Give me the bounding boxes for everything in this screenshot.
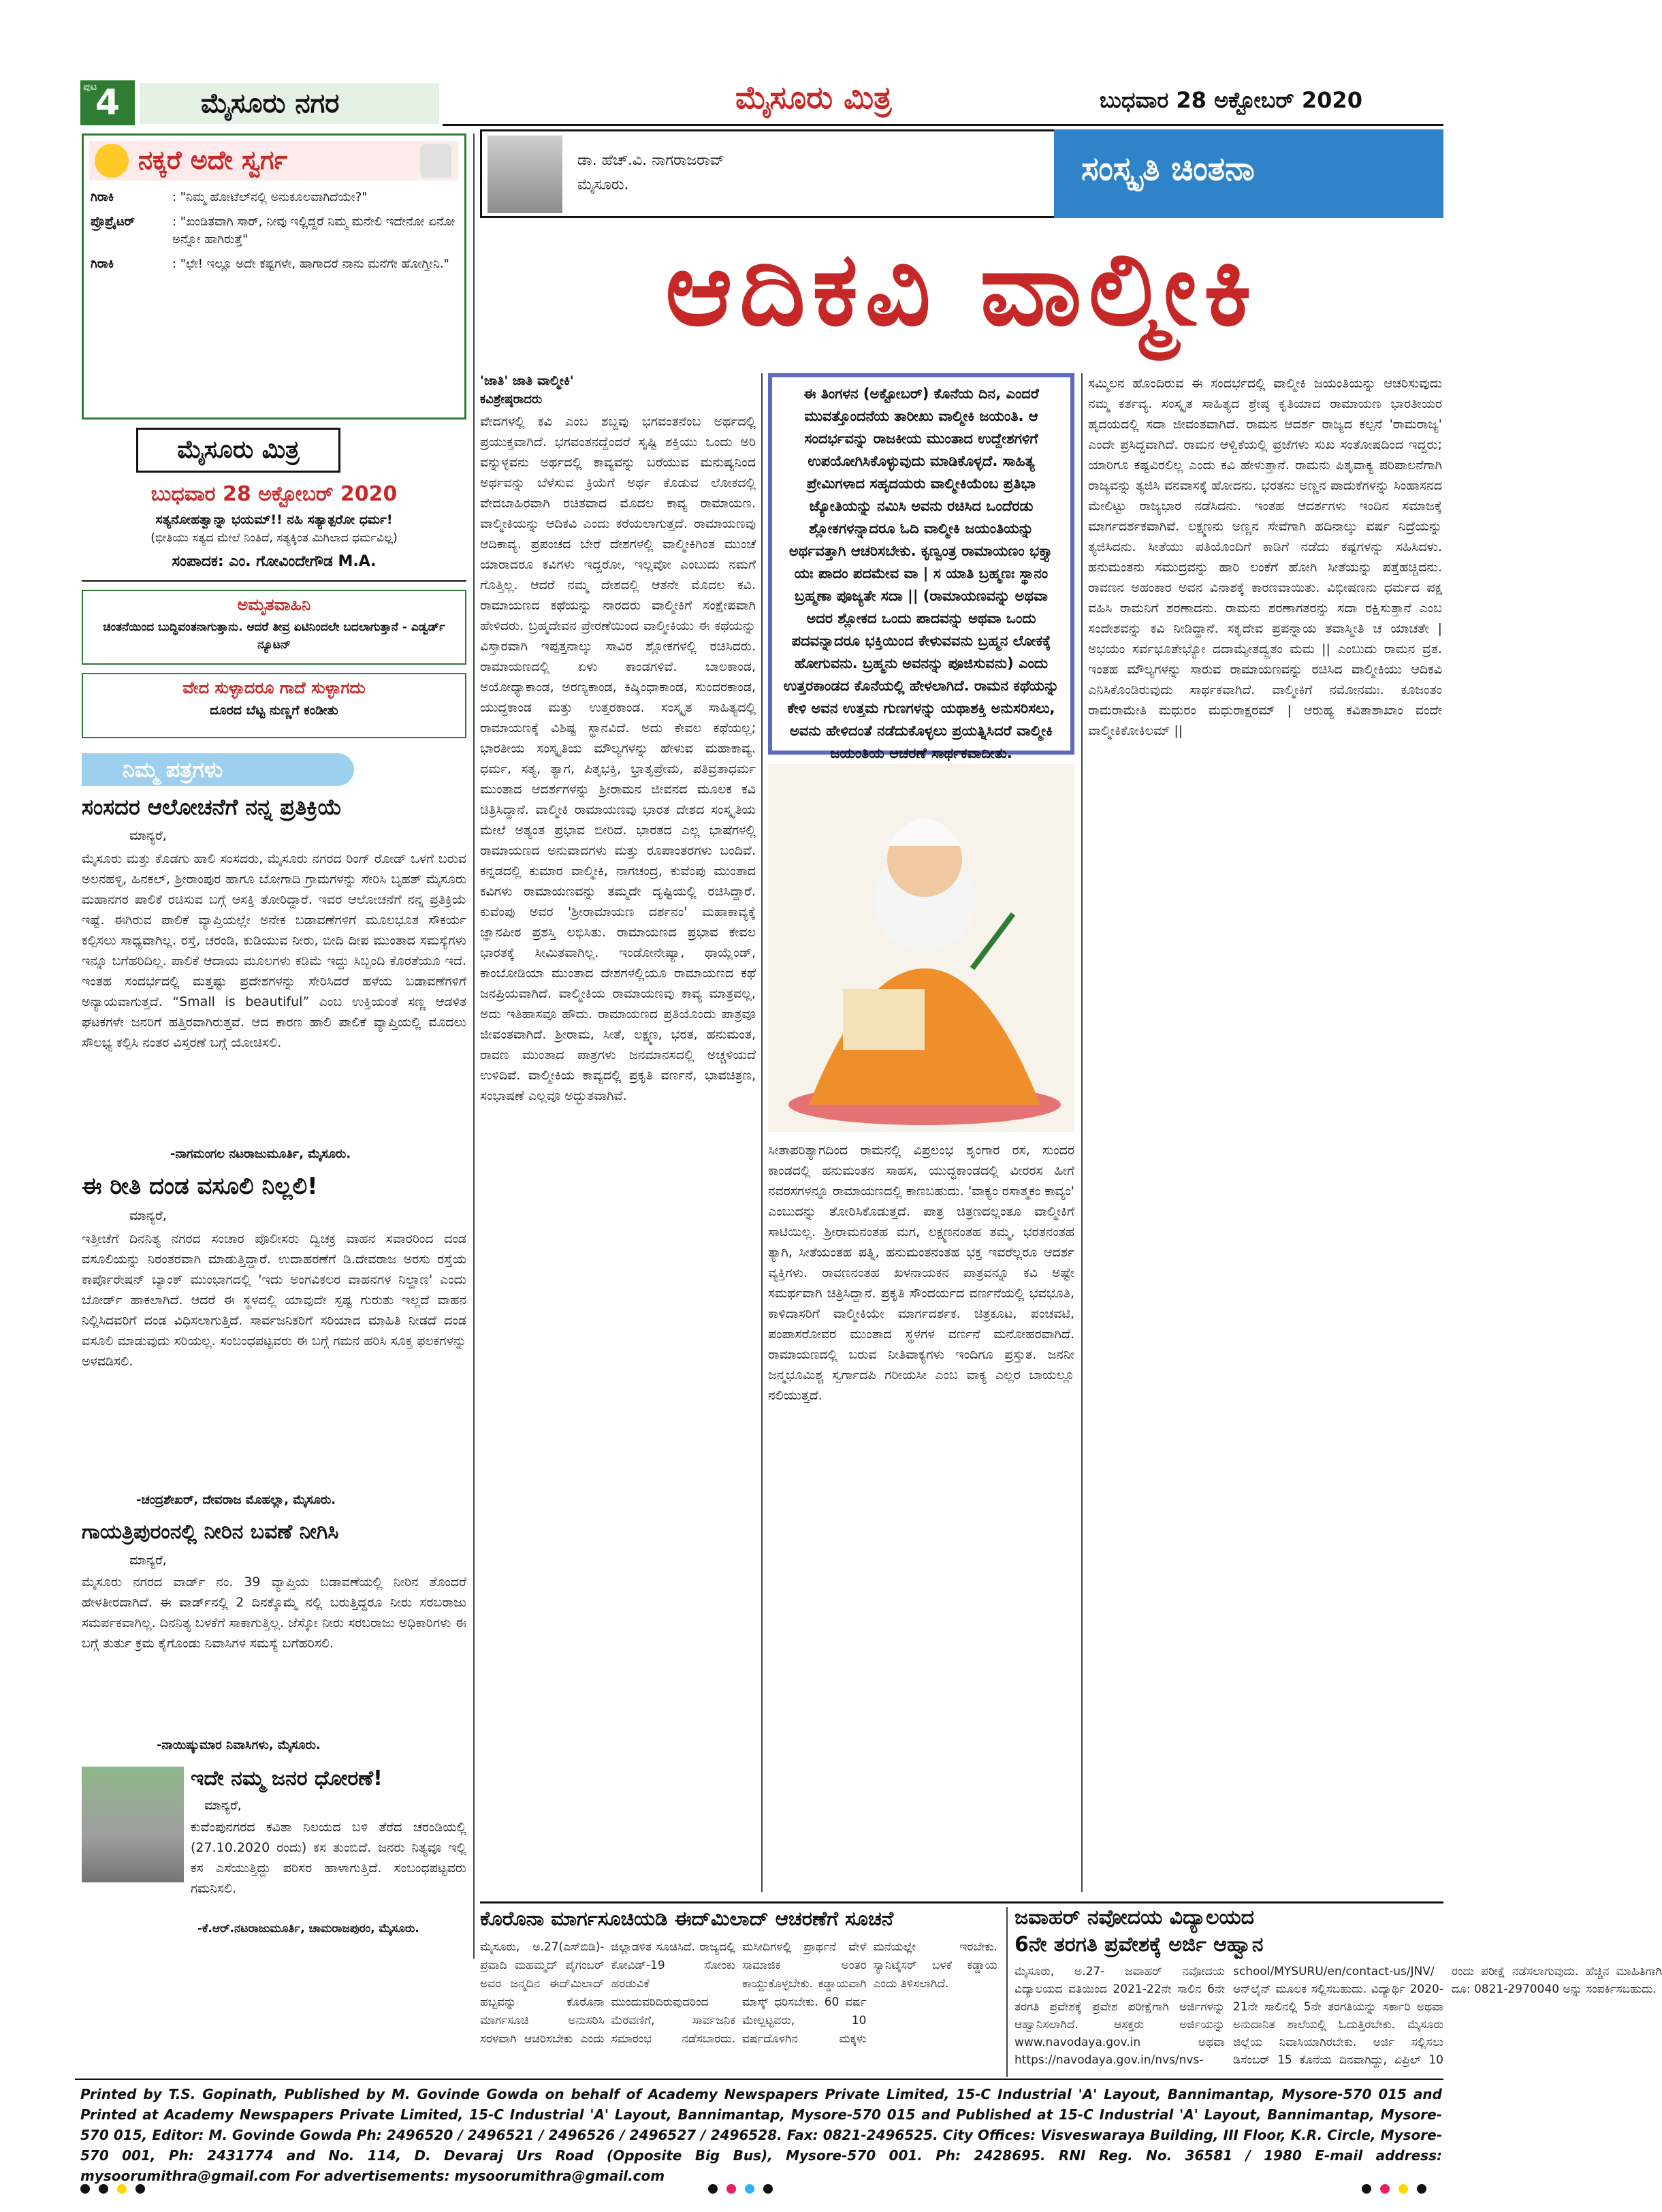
dot-icon [99, 2184, 108, 2194]
masthead: ಮೈಸೂರು ಮಿತ್ರ [735, 79, 892, 116]
article-col2: ಸೀತಾಪರಿತ್ಯಾಗದಿಂದ ರಾಮನಲ್ಲಿ ವಿಪ್ರಲಂಭ ಶೃಂಗಾರ ರಸ, ಸುಂದರ ಕಾಂಡದಲ್ಲಿ ಹನುಮಂತನ ಸಾಹಸ, ಯುದ್ಧಕಾಂಡದಲ್ಲಿ ವೀರರಸ ಹೀಗೆ ನವರಸಗಳನ್ನೂ ರಾಮಾಯಣದಲ್ಲಿ ಕಾಣಬಹುದು. 'ವಾಕ್ಯಂ ರಸಾತ್ಮಕಂ ಕಾವ್ಯಂ' ಎಂಬುದನ್ನು ತೋರಿಸಿಕೊಡುತ್ತದೆ. ಪಾತ್ರ ಚಿತ್ರಣದಲ್ಲಂತೂ ವಾಲ್ಮೀಕಿಗೆ ಸಾಟಿಯಿಲ್ಲ. ಶ್ರೀರಾಮನಂತಹ ಮಗ, ಲಕ್ಷ್ಮಣನಂತಹ ತಮ್ಮ, ಭರತನಂತಹ ತ್ಯಾಗಿ, ಸೀತೆಯಂತಹ ಪತ್ನಿ, ಹನುಮಂತನಂತಹ ಭಕ್ತ ಇವರೆಲ್ಲರೂ ಆದರ್ಶ ವ್ಯಕ್ತಿಗಳು. ರಾವಣನಂತಹ ಖಳನಾಯಕನ ಪಾತ್ರವನ್ನೂ ಕವಿ ಅಷ್ಟೇ ಸಮರ್ಥವಾಗಿ ಚಿತ್ರಿಸಿದ್ದಾನೆ. ಪ್ರಕೃತಿ ಸೌಂದರ್ಯದ ವರ್ಣನೆಯಲ್ಲಿ ಭವಭೂತಿ, ಕಾಳಿದಾಸರಿಗೆ ವಾಲ್ಮೀಕಿಯೇ ಮಾರ್ಗದರ್ಶಕ. ಚಿತ್ರಕೂಟ, ಪಂಚವಟಿ, ಪಂಪಾಸರೋವರ ಮುಂತಾದ ಸ್ಥಳಗಳ ವರ್ಣನೆ ಮನೋಹರವಾಗಿದೆ. ರಾಮಾಯಣದಲ್ಲಿ ಬರುವ ನೀತಿವಾಕ್ಯಗಳು ಇಂದಿಗೂ ಪ್ರಸ್ತುತ. ಜನನೀ ಜನ್ಮಭೂಮಿಶ್ಚ ಸ್ವರ್ಗಾದಪಿ ಗರೀಯಸೀ ಎಂಬ ವಾಕ್ಯ ಎಲ್ಲರ ಬಾಯಲ್ಲೂ ನಲಿಯುತ್ತದೆ. [768, 1143, 1074, 1403]
dot-icon [1362, 2184, 1371, 2194]
header-date: ಬುಧವಾರ 28 ಅಕ್ಟೋಬರ್ 2020 [1100, 87, 1362, 113]
callout-text: ಈ ತಿಂಗಳನ (ಅಕ್ಟೋಬರ್) ಕೊನೆಯ ದಿನ, ಎಂದರೆ ಮುವತ್ತೊಂದನೆಯ ತಾರೀಖು ವಾಲ್ಮೀಕಿ ಜಯಂತಿ. ಆ ಸಂದರ್ಭವನ್ನು ರಾಜಕೀಯ ಮುಂತಾದ ಉದ್ದೇಶಗಳಿಗೆ ಉಪಯೋಗಿಸಿಕೊಳ್ಳುವುದು ಮಾಡಿಕೊಳ್ಳದೆ. ಸಾಹಿತ್ಯ ಪ್ರೇಮಿಗಳಾದ ಸಹೃದಯರು ವಾಲ್ಮೀಕಿಯೆಂಬ ಪ್ರತಿಭಾ ಜ್ಯೋತಿಯನ್ನು ನಮಿಸಿ ಅವನು ರಚಿಸಿದ ಒಂದೆರಡು ಶ್ಲೋಕಗಳನ್ನಾದರೂ ಓದಿ ವಾಲ್ಮೀಕಿ ಜಯಂತಿಯನ್ನು ಅರ್ಥವತ್ತಾಗಿ ಆಚರಿಸಬೇಕು. ಕೃಣ್ವಂತ್ರ ರಾಮಾಯಣಂ ಭಕ್ತ್ಯಾ ಯಃ ಪಾದಂ ಪದಮೇವ ವಾ | ಸ ಯಾತಿ ಬ್ರಹ್ಮಣಃ ಸ್ಥಾನಂ ಬ್ರಹ್ಮಣಾ ಪೂಜ್ಯತೇ ಸದಾ || (ರಾಮಾಯಣವನ್ನು ಅಥವಾ ಅದರ ಶ್ಲೋಕದ ಒಂದು ಪಾದವನ್ನು ಅಥವಾ ಒಂದು ಪದವನ್ನಾದರೂ ಭಕ್ತಿಯಿಂದ ಕೇಳುವವನು ಬ್ರಹ್ಮನ ಲೋಕಕ್ಕೆ ಹೋಗುವನು. ಬ್ರಹ್ಮನು ಅವನನ್ನು ಪೂಜಿಸುವನು) ಎಂದು ಉತ್ತರಕಾಂಡದ ಕೊನೆಯಲ್ಲಿ ಹೇಳಲಾಗಿದೆ. ರಾಮನ ಕಥೆಯನ್ನು ಕೇಳಿ ಅವನ ಉತ್ತಮ ಗುಣಗಳನ್ನು ಯಥಾಶಕ್ತಿ ಅನುಸರಿಸಲು, ಅವನು ಹೇಳಿದಂತೆ ನಡೆದುಕೊಳ್ಳಲು ಪ್ರಯತ್ನಿಸಿದರೆ ವಾಲ್ಮೀಕಿ ಜಯಂತಿಯ ಆಚರಣೆ ಸಾರ್ಥಕವಾದೀತು. [783, 385, 1059, 761]
amrutha-text: ಚಿಂತನೆಯಿಂದ ಬುದ್ಧಿವಂತನಾಗುತ್ತಾನು. ಆದರೆ ತೀವ್ರ ಏಟಿನಿಂದಲೇ ಬದಲಾಗುತ್ತಾನೆ - ಎಡ್ವರ್ಡ್ ನ್ಯೂಟನ್ [103, 620, 445, 652]
joke-title: ನಕ್ಕರೆ ಅದೇ ಸ್ವರ್ಗ [138, 145, 288, 175]
letter2-title: ಈ ರೀತಿ ದಂಡ ವಸೂಲಿ ನಿಲ್ಲಲಿ! [82, 1173, 318, 1200]
footer-rule [75, 2079, 1443, 2080]
dot-icon [708, 2184, 718, 2194]
joke-text: : "ಖಂಡಿತವಾಗಿ ಸಾರ್, ನೀವು ಇಲ್ಲಿದ್ದರೆ ನಿಮ್ಮ ಮನೇಲಿ ಇದೇನೋ ಏನೋ ಅನ್ನೋ ಹಾಗಿರುತ್ತೆ" [172, 215, 456, 247]
motto: ಸತ್ಯನೋಹತ್ವಾನ್ನಾ ಭಯಮ್!! ನಹಿ ಸತ್ಯಾತ್ಪರೋ ಧರ್ಮ! [155, 512, 393, 527]
news2-title-line2: 6ನೇ ತರಗತಿ ಪ್ರವೇಶಕ್ಕೆ ಅರ್ಜಿ ಆಹ್ವಾನ [1014, 1933, 1264, 1957]
dot-icon [117, 2184, 127, 2194]
article-col1: ವೇದಗಳಲ್ಲಿ ಕವಿ ಎಂಬ ಶಬ್ದವು ಭಗವಂತನೆಂಬ ಅರ್ಥದಲ್ಲಿ ಪ್ರಯುಕ್ತವಾಗಿದೆ. ಭಗವಂತನದ್ದೆಂದರೆ ಸೃಷ್ಟಿ ಶಕ್ತಿಯು ಒಂದು ಅರಿ ವನ್ನುಳ್ಳವನು ಅರ್ಥದಲ್ಲಿ ಕಾವ್ಯವನ್ನು ಬರೆಯುವ ಮನುಷ್ಯನಿಂದ ಅರ್ಥವನ್ನು ಬೆಳೆಸುವ ಕ್ರಿಯೆಗೆ ಅರ್ಥ ಕೊಡುವ ಲೋಕದಲ್ಲಿ ವೇದಬಾಹಿರವಾಗಿ ರಚಿತವಾದ ಮೊದಲ ಕಾವ್ಯ ರಾಮಾಯಣ. ವಾಲ್ಮೀಕಿಯನ್ನು ಆದಿಕವಿ ಎಂದು ಕರೆಯಲಾಗುತ್ತದೆ. ರಾಮಾಯಣವು ಆದಿಕಾವ್ಯ. ಪ್ರಪಂಚದ ಬೇರೆ ದೇಶಗಳಲ್ಲಿ ವಾಲ್ಮೀಕಿಗಿಂತ ಮುಂಚೆ ಯಾರಾದರೂ ಕವಿಗಳು ಇದ್ದರೋ, ಇಲ್ಲವೋ ಎಂಬುದು ನಮಗೆ ಗೊತ್ತಿಲ್ಲ. ಆದರೆ ನಮ್ಮ ದೇಶದಲ್ಲಿ ಆತನೇ ಮೊದಲ ಕವಿ. ರಾಮಾಯಣದ ಕಥೆಯನ್ನು ನಾರದರು ವಾಲ್ಮೀಕಿಗೆ ಸಂಕ್ಷೇಪವಾಗಿ ಹೇಳಿದರು. ಬ್ರಹ್ಮದೇವನ ಪ್ರೇರಣೆಯಿಂದ ವಾಲ್ಮೀಕಿಯು ಈ ಕಥೆಯನ್ನು ವಿಸ್ತಾರವಾಗಿ ಇಪ್ಪತ್ತನಾಲ್ಕು ಸಾವಿರ ಶ್ಲೋಕಗಳಲ್ಲಿ ರಚಿಸಿದರು. ರಾಮಾಯಣದಲ್ಲಿ ಏಳು ಕಾಂಡಗಳಿವೆ. ಬಾಲಕಾಂಡ, ಅಯೋಧ್ಯಾಕಾಂಡ, ಅರಣ್ಯಕಾಂಡ, ಕಿಷ್ಕಿಂಧಾಕಾಂಡ, ಸುಂದರಕಾಂಡ, ಯುದ್ಧಕಾಂಡ ಮತ್ತು ಉತ್ತರಕಾಂಡ. ಸಂಸ್ಕೃತ ಸಾಹಿತ್ಯದಲ್ಲಿ ರಾಮಾಯಣಕ್ಕೆ ವಿಶಿಷ್ಟ ಸ್ಥಾನವಿದೆ. ಅದು ಕೇವಲ ಕಥೆಯಲ್ಲ; ಭಾರತೀಯ ಸಂಸ್ಕೃತಿಯ ಮೌಲ್ಯಗಳನ್ನು ಹೇಳುವ ಮಹಾಕಾವ್ಯ. ಧರ್ಮ, ಸತ್ಯ, ತ್ಯಾಗ, ಪಿತೃಭಕ್ತಿ, ಭ್ರಾತೃಪ್ರೇಮ, ಪತಿವ್ರತಾಧರ್ಮ ಮುಂತಾದ ಆದರ್ಶಗಳನ್ನು ಶ್ರೀರಾಮನ ಜೀವನದ ಮೂಲಕ ಕವಿ ಚಿತ್ರಿಸಿದ್ದಾನೆ. ವಾಲ್ಮೀಕಿ ರಾಮಾಯಣವು ಭಾರತ ದೇಶದ ಸಂಸ್ಕೃತಿಯ ಮೇಲೆ ಅತ್ಯಂತ ಪ್ರಭಾವ ಬೀರಿದೆ. ಭಾರತದ ಎಲ್ಲ ಭಾಷೆಗಳಲ್ಲಿ ರಾಮಾಯಣದ ಅನುವಾದಗಳು ಮತ್ತು ರೂಪಾಂತರಗಳು ಬಂದಿವೆ. ಕನ್ನಡದಲ್ಲಿ ಕುಮಾರ ವಾಲ್ಮೀಕಿ, ನಾಗಚಂದ್ರ, ಕುವೆಂಪು ಮುಂತಾದ ಕವಿಗಳು ರಾಮಾಯಣವನ್ನು ತಮ್ಮದೇ ದೃಷ್ಟಿಯಲ್ಲಿ ರಚಿಸಿದ್ದಾರೆ. ಕುವೆಂಪು ಅವರ 'ಶ್ರೀರಾಮಾಯಣ ದರ್ಶನಂ' ಮಹಾಕಾವ್ಯಕ್ಕೆ ಜ್ಞಾನಪೀಠ ಪ್ರಶಸ್ತಿ ಲಭಿಸಿತು. ರಾಮಾಯಣದ ಪ್ರಭಾವ ಕೇವಲ ಭಾರತಕ್ಕೆ ಸೀಮಿತವಾಗಿಲ್ಲ. ಇಂಡೋನೇಷ್ಯಾ, ಥಾಯ್ಲೆಂಡ್, ಕಾಂಬೋಡಿಯಾ ಮುಂತಾದ ದೇಶಗಳಲ್ಲಿಯೂ ರಾಮಾಯಣದ ಕಥೆ ಜನಪ್ರಿಯವಾಗಿದೆ. ವಾಲ್ಮೀಕಿಯ ರಾಮಾಯಣವು ಕಾವ್ಯ ಮಾತ್ರವಲ್ಲ, ಅದು ಇತಿಹಾಸವೂ ಹೌದು. ರಾಮಾಯಣದ ಪ್ರತಿಯೊಂದು ಪಾತ್ರವೂ ಜೀವಂತವಾಗಿದೆ. ಶ್ರೀರಾಮ, ಸೀತೆ, ಲಕ್ಷ್ಮಣ, ಭರತ, ಹನುಮಂತ, ರಾವಣ ಮುಂತಾದ ಪಾತ್ರಗಳು ಜನಮಾನಸದಲ್ಲಿ ಅಚ್ಚಳಿಯದೆ ಉಳಿದಿವೆ. ವಾಲ್ಮೀಕಿಯ ಕಾವ್ಯದಲ್ಲಿ ಪ್ರಕೃತಿ ವರ್ಣನೆ, ಭಾವಚಿತ್ರಣ, ಸಂಭಾಷಣೆ ಎಲ್ಲವೂ ಅದ್ಭುತವಾಗಿವೆ. [480, 414, 756, 1103]
letter1-salute: ಮಾನ್ಯರೆ, [129, 828, 167, 843]
intro-sub: ಕವಿಶ್ರೇಷ್ಠರಾದರು [480, 392, 543, 407]
letter3-body: ಮೈಸೂರು ನಗರದ ವಾರ್ಡ್ ನಂ. 39 ವ್ಯಾಪ್ತಿಯ ಬಡಾವಣೆಯಲ್ಲಿ ನೀರಿನ ತೊಂದರೆ ಹೇಳತೀರದಾಗಿದೆ. ಈ ವಾರ್ಡ್‌ನಲ್ಲಿ 2 ದಿನಕ್ಕೊಮ್ಮೆ ನಲ್ಲಿ ಬರುತ್ತಿದ್ದರೂ ನೀರು ಸರಬರಾಜು ಸಮರ್ಪಕವಾಗಿಲ್ಲ. ದಿನನಿತ್ಯ ಬಳಕೆಗೆ ಸಾಕಾಗುತ್ತಿಲ್ಲ. ಜೆಸ್ಕೋ ನೀರು ಸರಬರಾಜು ಅಧಿಕಾರಿಗಳು ಈ ಬಗ್ಗೆ ತುರ್ತು ಕ್ರಮ ಕೈಗೊಂಡು ನಿವಾಸಿಗಳ ಸಮಸ್ಯೆ ಬಗೆಹರಿಸಲಿ. [82, 1575, 466, 1651]
letter2-sign: -ಚಂದ್ರಶೇಖರ್, ದೇವರಾಜ ಮೊಹಲ್ಲಾ, ಮೈಸೂರು. [136, 1493, 336, 1507]
news1-title: ಕೊರೊನಾ ಮಾರ್ಗಸೂಚಿಯಡಿ ಈದ್‌ಮಿಲಾದ್ ಆಚರಣೆಗೆ ಸೂಚನೆ [480, 1907, 894, 1930]
joke-line [91, 189, 458, 206]
news1-body: ಮೈಸೂರು, ಅ.27(ಎಸ್‌ಬಿಡಿ)- ಪ್ರವಾದಿ ಮಹಮ್ಮದ್ ಪೈಗಂಬರ್ ಅವರ ಜನ್ಮದಿನ ಈದ್‌ಮಿಲಾದ್ ಹಬ್ಬವನ್ನು ಕೊರೊನಾ ಮಾರ್ಗಸೂಚಿ ಅನುಸರಿಸಿ ಸರಳವಾಗಿ ಆಚರಿಸಬೇಕು ಎಂದು ಜಿಲ್ಲಾಡಳಿತ ಸೂಚಿಸಿದೆ. ರಾಜ್ಯದಲ್ಲಿ ಕೋವಿಡ್-19 ಸೋಂಕು ಹರಡುವಿಕೆ ಮುಂದುವರಿದಿರುವುದರಿಂದ ಮೆರವಣಿಗೆ, ಸಾರ್ವಜನಿಕ ಸಮಾರಂಭ ನಡೆಸಬಾರದು. ಮಸೀದಿಗಳಲ್ಲಿ ಪ್ರಾರ್ಥನೆ ವೇಳೆ ಸಾಮಾಜಿಕ ಅಂತರ ಕಾಯ್ದುಕೊಳ್ಳಬೇಕು. ಕಡ್ಡಾಯವಾಗಿ ಮಾಸ್ಕ್ ಧರಿಸಬೇಕು. 60 ವರ್ಷ ಮೇಲ್ಪಟ್ಟವರು, 10 ವರ್ಷದೊಳಗಿನ ಮಕ್ಕಳು ಮನೆಯಲ್ಲೇ ಇರಬೇಕು. ಸ್ಯಾನಿಟೈಸರ್ ಬಳಕೆ ಕಡ್ಡಾಯ ಎಂದು ತಿಳಿಸಲಾಗಿದೆ. [480, 1940, 997, 2046]
callout-box [768, 373, 1074, 761]
bottom-rule [480, 1901, 1443, 1903]
letter1-sign: -ನಾಗಮಂಗಲ ನಟರಾಜುಮೂರ್ತಿ, ಮೈಸೂರು. [170, 1147, 351, 1161]
intro-quote: 'ಜಾತಿ' ಜಾತಿ ವಾಲ್ಮೀಕಿ' [480, 373, 574, 388]
page-label: ಪುಟ [83, 82, 97, 93]
manuscript-icon [843, 989, 925, 1050]
joke-lines [91, 189, 458, 273]
motto-sub: (ಭೀತಿಯು ಸತ್ಯದ ಮೇಲೆ ನಿಂತಿದೆ, ಸತ್ಯಕ್ಕಿಂತ ಮಿಗಿಲಾದ ಧರ್ಮವಿಲ್ಲ) [150, 531, 398, 545]
news2-body: ಮೈಸೂರು, ಅ.27- ಜವಾಹರ್ ನವೋದಯ ವಿದ್ಯಾಲಯದ ವತಿಯಿಂದ 2021-22ನೇ ಸಾಲಿನ 6ನೇ ತರಗತಿ ಪ್ರವೇಶಕ್ಕೆ ಪ್ರವೇಶ ಪರೀಕ್ಷೆಗಾಗಿ ಅರ್ಜಿಗಳನ್ನು ಆಹ್ವಾನಿಸಲಾಗಿದೆ. ಆಸಕ್ತರು ಅರ್ಜಿಯನ್ನು www.navodaya.gov.in ಅಥವಾ https://navodaya.gov.in/nvs/nvs-school/MYSURU/en/contact-us/JNV/ ಆನ್‌ಲೈನ್ ಮೂಲಕ ಸಲ್ಲಿಸಬಹುದು. ವಿದ್ಯಾರ್ಥಿ 2020-21ನೇ ಸಾಲಿನಲ್ಲಿ 5ನೇ ತರಗತಿಯನ್ನು ಸರ್ಕಾರಿ ಅಥವಾ ಅನುದಾನಿತ ಶಾಲೆಯಲ್ಲಿ ಓದುತ್ತಿರಬೇಕು. ಮೈಸೂರು ಜಿಲ್ಲೆಯ ನಿವಾಸಿಯಾಗಿರಬೇಕು. ಅರ್ಜಿ ಸಲ್ಲಿಸಲು ಡಿಸೆಂಬರ್ 15 ಕೊನೆಯ ದಿನವಾಗಿದ್ದು, ಏಪ್ರಿಲ್ 10 ರಂದು ಪರೀಕ್ಷೆ ನಡೆಸಲಾಗುವುದು. ಹೆಚ್ಚಿನ ಮಾಹಿತಿಗಾಗಿ ದೂ: 0821-2970040 ಅನ್ನು ಸಂಪರ್ಕಿಸಬಹುದು. [1014, 1965, 1662, 2067]
article-header-band [480, 129, 1443, 218]
author-photo [488, 136, 562, 213]
letter4-salute: ಮಾನ್ಯರೆ, [204, 1798, 242, 1813]
joke-text: : "ನಿಮ್ಮ ಹೋಟೆಲ್‌ನಲ್ಲಿ ಅನುಕೂಲವಾಗಿದೆಯೇ?" [172, 190, 368, 204]
veda-title: ವೇದ ಸುಳ್ಳಾದರೂ ಗಾದೆ ಸುಳ್ಳಾಗದು [182, 678, 366, 697]
veda-text: ದೂರದ ಬೆಟ್ಟ ನುಣ್ಣಗೆ ಕಂಡೀತು [210, 703, 338, 718]
column-rule [761, 373, 763, 1892]
amrutha-title: ಅಮೃತವಾಹಿನಿ [237, 595, 311, 614]
page-number: 4 [95, 82, 121, 123]
column-name: ಸಂಸ್ಕೃತಿ ಚಿಂತನಾ [1081, 150, 1255, 188]
news2-title-line1: ಜವಾಹರ್ ನವೋದಯ ವಿದ್ಯಾಲಯದ [1014, 1906, 1255, 1929]
laugh-icon [95, 144, 129, 178]
quill-icon [972, 914, 1013, 968]
letter4-body: ಕುವೆಂಪುನಗರದ ಕವಿತಾ ನಿಲಯದ ಬಳಿ ತೆರೆದ ಚರಂಡಿಯಲ್ಲಿ (27.10.2020 ರಂದು) ಕಸ ತುಂಬಿದೆ. ಜನರು ನಿತ್ಯವೂ ಇಲ್ಲಿ ಕಸ ಎಸೆಯುತ್ತಿದ್ದು ಪರಿಸರ ಹಾಳಾಗುತ್ತಿದೆ. ಸಂಬಂಧಪಟ್ಟವರು ಗಮನಿಸಲಿ. [191, 1820, 466, 1896]
dot-icon [745, 2184, 754, 2194]
joke-box [82, 133, 466, 420]
letter3-salute: ಮಾನ್ಯರೆ, [129, 1553, 167, 1568]
joke-speaker: ಗಿರಾಕಿ [91, 257, 114, 271]
letter1-body: ಮೈಸೂರು ಮತ್ತು ಕೊಡಗು ಹಾಲಿ ಸಂಸದರು, ಮೈಸೂರು ನಗರದ ರಿಂಗ್ ರೋಡ್ ಒಳಗೆ ಬರುವ ಅಲನಹಳ್ಳಿ, ಹಿನಕಲ್, ಶ್ರೀರಾಂಪುರ ಹಾಗೂ ಬೋಗಾದಿ ಗ್ರಾಮಗಳನ್ನು ಸೇರಿಸಿ ಬೃಹತ್ ಮೈಸೂರು ಮಹಾನಗರ ಪಾಲಿಕೆ ರಚಿಸುವ ಬಗ್ಗೆ ಆಸಕ್ತಿ ತೋರಿದ್ದಾರೆ. ಇವರ ಆಲೋಚನೆಗೆ ನನ್ನ ಪ್ರತಿಕ್ರಿಯೆ ಇಷ್ಟೆ. ಈಗಿರುವ ಪಾಲಿಕೆ ವ್ಯಾಪ್ತಿಯಲ್ಲೇ ಅನೇಕ ಬಡಾವಣೆಗಳಿಗೆ ಮೂಲಭೂತ ಸೌಕರ್ಯ ಕಲ್ಪಿಸಲು ಸಾಧ್ಯವಾಗಿಲ್ಲ. ರಸ್ತೆ, ಚರಂಡಿ, ಕುಡಿಯುವ ನೀರು, ಬೀದಿ ದೀಪ ಮುಂತಾದ ಸಮಸ್ಯೆಗಳು ಇನ್ನೂ ಬಗೆಹರಿದಿಲ್ಲ. ಪಾಲಿಕೆ ಆದಾಯ ಮೂಲಗಳು ಕಡಿಮೆ ಇದ್ದು ಸಿಬ್ಬಂದಿ ಕೊರತೆಯೂ ಇದೆ. ಇಂತಹ ಸಂದರ್ಭದಲ್ಲಿ ಮತ್ತಷ್ಟು ಪ್ರದೇಶಗಳನ್ನು ಸೇರಿಸಿದರೆ ಹಳೆಯ ಬಡಾವಣೆಗಳಿಗೆ ಅನ್ಯಾಯವಾಗುತ್ತದೆ. “Small is beautiful” ಎಂಬ ಉಕ್ತಿಯಂತೆ ಸಣ್ಣ ಆಡಳಿತ ಘಟಕಗಳೇ ಜನರಿಗೆ ಹತ್ತಿರವಾಗಿರುತ್ತವೆ. ಆದ ಕಾರಣ ಹಾಲಿ ಪಾಲಿಕೆ ವ್ಯಾಪ್ತಿಯಲ್ಲಿ ಮೊದಲು ಸೌಲಭ್ಯ ಕಲ್ಪಿಸಿ ನಂತರ ವಿಸ್ತರಣೆ ಬಗ್ಗೆ ಯೋಚಿಸಲಿ. [82, 851, 466, 1050]
joke-line [91, 255, 458, 273]
joke-line [91, 213, 458, 249]
dot-icon [135, 2184, 145, 2194]
letter3-sign: -ನಾಯಿಷ್ಕುಮಾರ ನಿವಾಸಿಗಳು, ಮೈಸೂರು. [157, 1738, 321, 1752]
letter1-title: ಸಂಸದರ ಆಲೋಚನೆಗೆ ನನ್ನ ಪ್ರತಿಕ್ರಿಯೆ [82, 794, 342, 820]
column-rule [1006, 1907, 1008, 2077]
section-title: ಮೈಸೂರು ನಗರ [140, 83, 439, 124]
page-number-block [80, 80, 135, 125]
dot-icon [1399, 2184, 1408, 2194]
author-name: ಡಾ. ಹೆಚ್.ವಿ. ನಾಗರಾಜರಾವ್ [577, 152, 724, 169]
dot-icon [1417, 2184, 1426, 2194]
amrutha-box [82, 590, 466, 665]
cartoon-icon [420, 144, 451, 178]
hair-shape [887, 819, 962, 846]
letter2-salute: ಮಾನ್ಯರೆ, [129, 1208, 167, 1223]
registration-dots-left [80, 2183, 145, 2196]
footer-imprint: Printed by T.S. Gopinath, Published by M. Govinde Gowda on behalf of Academy Newspapers Private Limited, 15-C Industrial 'A' Layout, Bannimantap, Mysore-570 015 and Printed at Academy Newspapers Private Limited, 15-C Industrial 'A' Layout, Bannimantap, Mysore-570 015 and Published at 15-C Industrial 'A' Layout, Bannimantap, Mysore-570 015, Editor: M. Govinde Gowda Ph: 2496520 / 2496521 / 2496526 / 2496527 / 2496528. Fax: 0821-2496525. City Offices: Visveswaraya Building, III Floor, K.R. Circle, Mysore-570 001, Ph: 2431774 and No. 114, D. Devaraj Urs Road (Opposite Big Bus), Mysore-570 001. Ph: 2428695. RNI Reg. No. 36581 / 1980 E-mail address: mysoorumithra@gmail.com For advertisements: mysoorumithra@gmail.com [80, 2086, 1442, 2184]
joke-text: : "ಛೇ! ಇಲ್ಲೂ ಅದೇ ಕಷ್ಟಗಳೇ, ಹಾಗಾದರೆ ನಾನು ಮನೆಗೇ ಹೋಗ್ತೀನಿ." [172, 257, 449, 271]
letters-banner: ನಿಮ್ಮ ಪತ್ರಗಳು [82, 753, 354, 786]
letter4-sign: -ಕೆ.ಆರ್.ನಟರಾಜುಮೂರ್ತಿ, ಚಾಮರಾಜಪುರಂ, ಮೈಸೂರು. [197, 1922, 419, 1936]
column-rule [473, 133, 475, 1959]
registration-dots-right [1362, 2183, 1426, 2196]
registration-dots-center [708, 2183, 773, 2196]
column-rule [1081, 373, 1083, 1892]
editor-line [82, 553, 466, 570]
dot-icon [1380, 2184, 1390, 2194]
editor-name: ಎಂ. ಗೋವಿಂದೇಗೌಡ M.A. [229, 553, 377, 570]
dot-icon [80, 2184, 90, 2194]
column-name-box [1054, 129, 1443, 218]
headline: ಆದಿಕವಿ ವಾಲ್ಮೀಕಿ [665, 230, 1258, 349]
letter4-title: ಇದೇ ನಮ್ಮ ಜನರ ಧೋರಣೆ! [191, 1767, 383, 1790]
joke-banner [89, 141, 458, 180]
author-place: ಮೈಸೂರು. [577, 176, 629, 193]
sidebar-rule [82, 580, 466, 582]
letter4-photo [82, 1767, 184, 1882]
header-rule [443, 124, 1443, 126]
dot-icon [763, 2184, 773, 2194]
masthead-small: ಮೈಸೂರು ಮಿತ್ರ [136, 428, 340, 473]
valmiki-illustration [768, 764, 1074, 1132]
article-col3: ಸಮ್ಮಿಲನ ಹೊಂದಿರುವ ಈ ಸಂದರ್ಭದಲ್ಲಿ ವಾಲ್ಮೀಕಿ ಜಯಂತಿಯನ್ನು ಆಚರಿಸುವುದು ನಮ್ಮ ಕರ್ತವ್ಯ. ಸಂಸ್ಕೃತ ಸಾಹಿತ್ಯದ ಶ್ರೇಷ್ಠ ಕೃತಿಯಾದ ರಾಮಾಯಣ ಭಾರತೀಯರ ಹೃದಯದಲ್ಲಿ ಸದಾ ಜೀವಂತವಾಗಿದೆ. ರಾಮನ ಆದರ್ಶ ರಾಜ್ಯದ ಕಲ್ಪನೆ 'ರಾಮರಾಜ್ಯ' ಎಂದೇ ಪ್ರಸಿದ್ಧವಾಗಿದೆ. ರಾಮನ ಆಳ್ವಿಕೆಯಲ್ಲಿ ಪ್ರಜೆಗಳು ಸುಖ ಸಂತೋಷದಿಂದ ಇದ್ದರು; ಯಾರಿಗೂ ಕಷ್ಟವಿರಲಿಲ್ಲ ಎಂದು ಕವಿ ಹೇಳುತ್ತಾನೆ. ರಾಮನು ಪಿತೃವಾಕ್ಯ ಪರಿಪಾಲನೆಗಾಗಿ ರಾಜ್ಯವನ್ನು ತ್ಯಜಿಸಿ ವನವಾಸಕ್ಕೆ ಹೋದನು. ಭರತನು ಅಣ್ಣನ ಪಾದುಕೆಗಳನ್ನು ಸಿಂಹಾಸನದ ಮೇಲಿಟ್ಟು ರಾಜ್ಯಭಾರ ನಡೆಸಿದನು. ಇಂತಹ ಆದರ್ಶಗಳು ಇಂದಿನ ಸಮಾಜಕ್ಕೆ ಮಾರ್ಗದರ್ಶಕವಾಗಿವೆ. ಲಕ್ಷ್ಮಣನು ಅಣ್ಣನ ಸೇವೆಗಾಗಿ ಹದಿನಾಲ್ಕು ವರ್ಷ ನಿದ್ರೆಯನ್ನು ತ್ಯಜಿಸಿದನು. ಸೀತೆಯು ಪತಿಯೊಂದಿಗೆ ಕಾಡಿಗೆ ನಡೆದು ಕಷ್ಟಗಳನ್ನು ಸಹಿಸಿದಳು. ಹನುಮಂತನು ಸಮುದ್ರವನ್ನು ಹಾರಿ ಲಂಕೆಗೆ ಹೋಗಿ ಸೀತೆಯನ್ನು ಪತ್ತೆಹಚ್ಚಿದನು. ರಾವಣನ ಅಹಂಕಾರ ಅವನ ವಿನಾಶಕ್ಕೆ ಕಾರಣವಾಯಿತು. ವಿಭೀಷಣನು ಧರ್ಮದ ಪಕ್ಷ ವಹಿಸಿ ರಾಮನಿಗೆ ಶರಣಾದನು. ರಾಮನು ಶರಣಾಗತರನ್ನು ಸದಾ ರಕ್ಷಿಸುತ್ತಾನೆ ಎಂಬ ಸಂದೇಶವನ್ನು ಕವಿ ನೀಡಿದ್ದಾನೆ. ಸಕೃದೇವ ಪ್ರಪನ್ನಾಯ ತವಾಸ್ಮೀತಿ ಚ ಯಾಚತೇ | ಅಭಯಂ ಸರ್ವಭೂತೇಭ್ಯೋ ದದಾಮ್ಯೇತದ್ವ್ರತಂ ಮಮ || ಎಂಬುದು ರಾಮನ ವ್ರತ. ಇಂತಹ ಮೌಲ್ಯಗಳನ್ನು ಸಾರುವ ರಾಮಾಯಣವನ್ನು ರಚಿಸಿದ ವಾಲ್ಮೀಕಿಯು ಆದಿಕವಿ ಎನಿಸಿಕೊಂಡಿರುವುದು ಸಾರ್ಥಕವಾಗಿದೆ. ವಾಲ್ಮೀಕಿಗೆ ನಮೋನಮಃ. ಕೂಜಂತಂ ರಾಮರಾಮೇತಿ ಮಧುರಂ ಮಧುರಾಕ್ಷರಮ್ | ಆರುಹ್ಯ ಕವಿತಾಶಾಖಾಂ ವಂದೇ ವಾಲ್ಮೀಕಿಕೋಕಿಲಮ್ || [1088, 376, 1442, 738]
letter3-title: ಗಾಯತ್ರಿಪುರಂನಲ್ಲಿ ನೀರಿನ ಬವಣೆ ನೀಗಿಸಿ [82, 1520, 339, 1544]
dot-icon [726, 2184, 736, 2194]
joke-speaker: ಪ್ರೊಪ್ರೈಟರ್ [91, 215, 135, 229]
sidebar-date: ಬುಧವಾರ 28 ಅಕ್ಟೋಬರ್ 2020 [150, 482, 398, 506]
joke-speaker: ಗಿರಾಕಿ [91, 190, 114, 204]
letter2-body: ಇತ್ತೀಚೆಗೆ ದಿನನಿತ್ಯ ನಗರದ ಸಂಚಾರ ಪೊಲೀಸರು ದ್ವಿಚಕ್ರ ವಾಹನ ಸವಾರರಿಂದ ದಂಡ ವಸೂಲಿಯನ್ನು ನಿರಂತರವಾಗಿ ಮಾಡುತ್ತಿದ್ದಾರೆ. ಉದಾಹರಣೆಗೆ ಡಿ.ದೇವರಾಜ ಅರಸು ರಸ್ತೆಯ ಕಾರ್ಪೊರೇಷನ್ ಬ್ಯಾಂಕ್ ಮುಂಭಾಗದಲ್ಲಿ 'ಇದು ಅಂಗವಿಕಲರ ವಾಹನಗಳ ನಿಲ್ದಾಣ' ಎಂದು ಬೋರ್ಡ್ ಹಾಕಲಾಗಿದೆ. ಆದರೆ ಈ ಸ್ಥಳದಲ್ಲಿ ಯಾವುದೇ ಸ್ಪಷ್ಟ ಗುರುತು ಇಲ್ಲದೆ ವಾಹನ ನಿಲ್ಲಿಸಿದವರಿಗೆ ದಂಡ ವಿಧಿಸಲಾಗುತ್ತಿದೆ. ಸಾರ್ವಜನಿಕರಿಗೆ ಸರಿಯಾದ ಮಾಹಿತಿ ನೀಡದೆ ದಂಡ ವಸೂಲಿ ಮಾಡುವುದು ಸರಿಯಲ್ಲ. ಸಂಬಂಧಪಟ್ಟವರು ಈ ಬಗ್ಗೆ ಗಮನ ಹರಿಸಿ ಸೂಕ್ತ ಫಲಕಗಳನ್ನು ಅಳವಡಿಸಲಿ. [82, 1231, 466, 1369]
veda-box [82, 673, 466, 738]
editor-label: ಸಂಪಾದಕ: [172, 553, 224, 570]
